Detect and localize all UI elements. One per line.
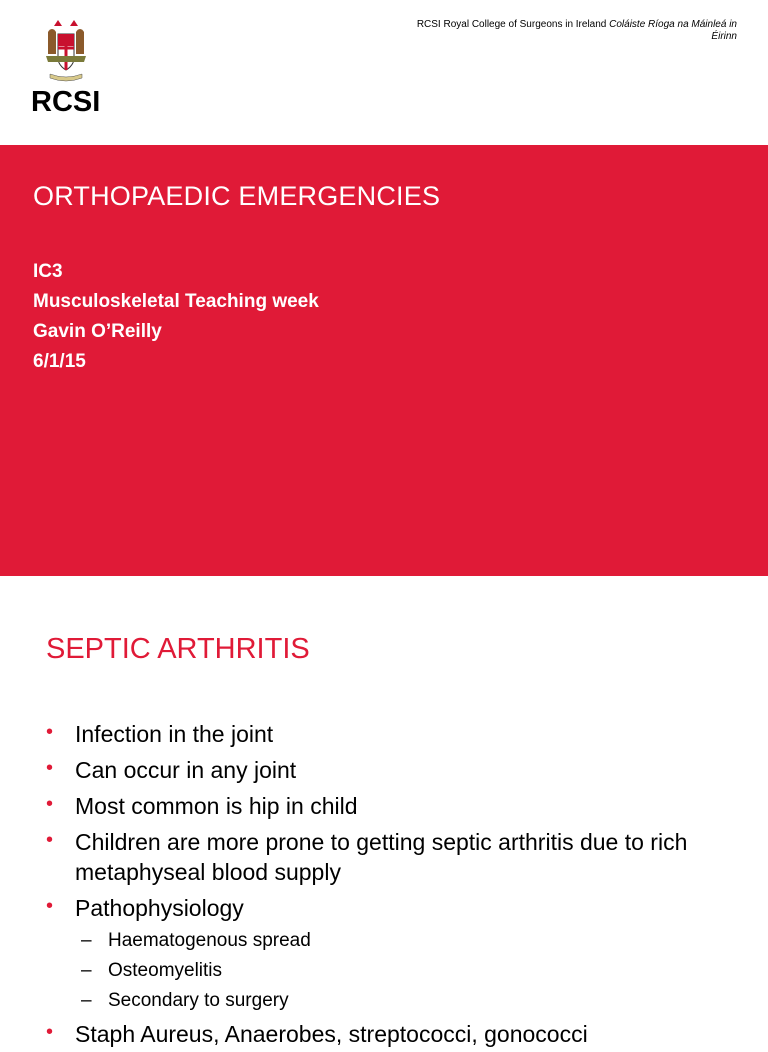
bullet-icon: •: [46, 757, 54, 779]
institution-name-english: RCSI Royal College of Surgeons in Ireland: [416, 19, 607, 30]
presentation-title: ORTHOPAEDIC EMERGENCIES: [33, 181, 441, 211]
slide-header: [0, 0, 768, 145]
teaching-week: Musculoskeletal Teaching week: [33, 291, 319, 312]
course-code: IC3: [33, 261, 63, 282]
septic-arthritis-slide: [0, 576, 768, 1047]
sub-list-item: – Secondary to surgery: [46, 986, 736, 1016]
bullet-list: [46, 716, 736, 1052]
bullet-icon: •: [46, 829, 54, 851]
list-item: • Pathophysiology: [46, 890, 736, 926]
list-item: • Infection in the joint: [46, 716, 736, 752]
presenter-name: Gavin O’Reilly: [33, 321, 162, 342]
bullet-icon: •: [46, 793, 54, 815]
bullet-icon: •: [46, 721, 54, 743]
dash-icon: –: [81, 990, 92, 1011]
list-item: • Children are more prone to getting septic arthritis due to rich metaphyseal blood supply: [46, 824, 736, 890]
sub-list-item: – Osteomyelitis: [46, 956, 736, 986]
dash-icon: –: [81, 930, 92, 951]
rcsi-logo-text: RCSI: [31, 86, 101, 118]
bullet-icon: •: [46, 895, 54, 917]
list-item: • Staph Aureus, Anaerobes, streptococci, gonococci: [46, 1016, 736, 1052]
slide-title: SEPTIC ARTHRITIS: [46, 633, 310, 665]
title-slide: [0, 145, 768, 576]
header-institution-note: [397, 19, 737, 43]
dash-icon: –: [81, 960, 92, 981]
presentation-date: 6/1/15: [33, 351, 86, 372]
list-item: • Most common is hip in child: [46, 788, 736, 824]
bullet-icon: •: [46, 1021, 54, 1043]
list-item: • Can occur in any joint: [46, 752, 736, 788]
institution-name-irish: Coláiste Ríoga na Máinleá in Éirinn: [609, 19, 737, 42]
presentation-details: [33, 257, 319, 377]
rcsi-crest-icon: [36, 18, 96, 88]
sub-list-item: – Haematogenous spread: [46, 926, 736, 956]
